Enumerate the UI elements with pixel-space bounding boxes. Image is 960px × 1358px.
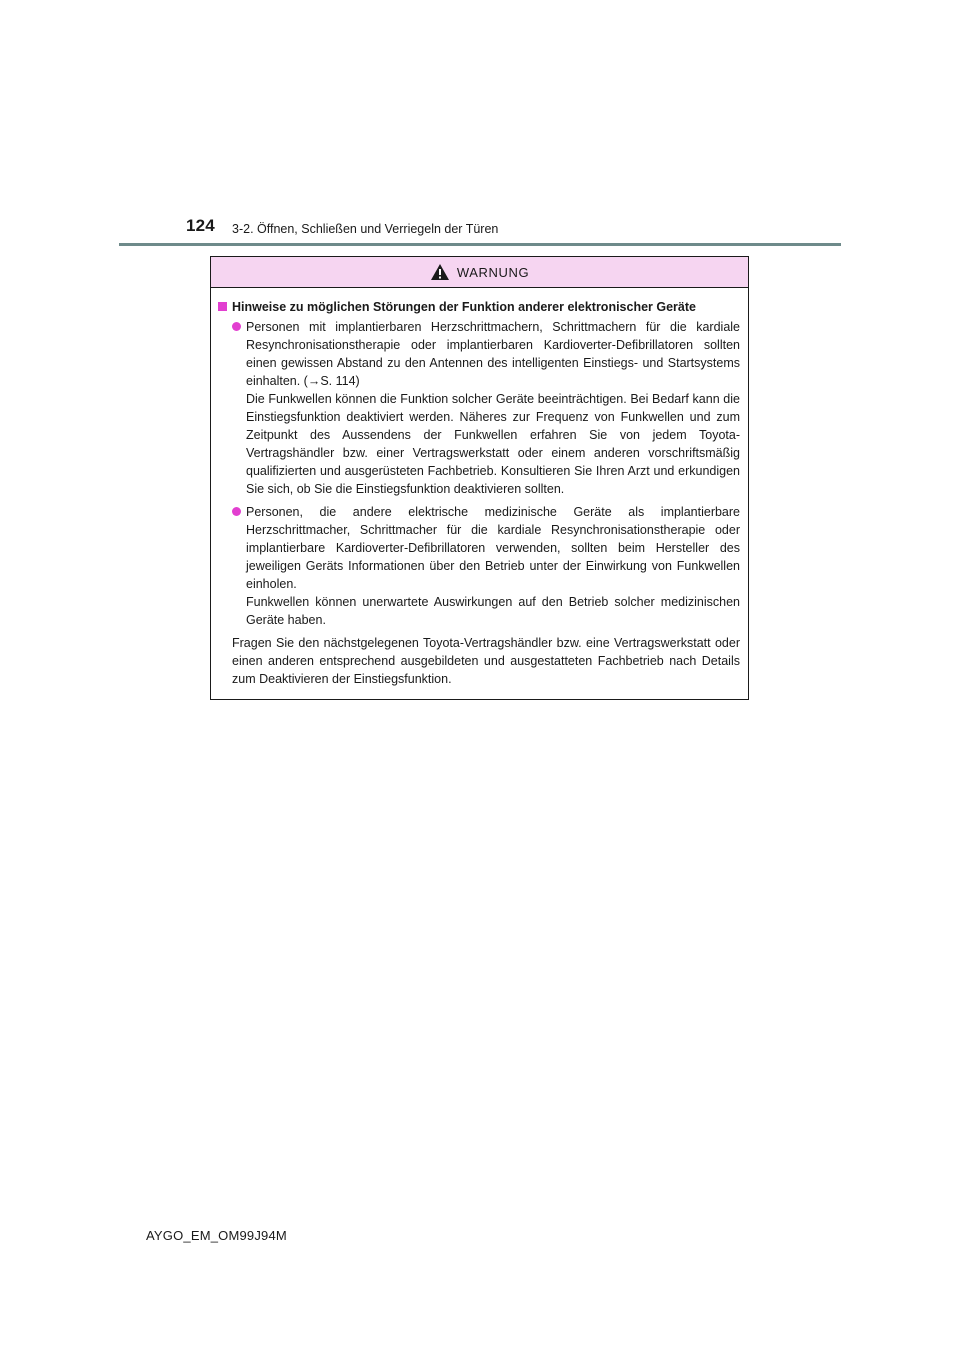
header-rule xyxy=(119,243,841,246)
warning-body xyxy=(211,288,748,688)
bullet-paragraph: Funkwellen können unerwartete Auswirkungen auf den Betrieb solcher medizinischen Geräte haben. xyxy=(246,595,740,627)
round-bullet-icon xyxy=(232,322,241,331)
square-bullet-icon xyxy=(218,302,227,311)
list-item xyxy=(218,503,740,629)
warning-triangle-icon xyxy=(430,263,450,281)
warning-title: WARNUNG xyxy=(456,265,530,280)
round-bullet-icon xyxy=(232,507,241,516)
bullet-paragraph: Die Funkwellen können die Funktion solcher Geräte beeinträchtigen. Bei Bedarf kann die Einstiegsfunktion deaktiviert werden. Näheres zur Frequenz von Funkwellen und zum Zeitpunkt des Aussendens der Funkwellen erfahren Sie von jedem Toyota-Vertragshändler bzw. einer Vertragswerkstatt oder einem anderen vorschriftsmäßig qualifizierten und ausgerüsteten Fachbetrieb. Konsultieren Sie Ihren Arzt und erkundigen Sie sich, ob Sie die Einstiegsfunktion deaktivieren sollten. xyxy=(246,392,740,496)
closing-paragraph: Fragen Sie den nächstgelegenen Toyota-Vertragshändler bzw. eine Vertragswerkstatt oder einen anderen entsprechend ausgebildeten und ausgestatteten Fachbetrieb nach Details zum Deaktivieren der Einstiegsfunktion. xyxy=(232,636,740,686)
bullet-text xyxy=(246,503,740,629)
list-item xyxy=(218,318,740,498)
warning-header xyxy=(211,257,748,288)
subheading-text: Hinweise zu möglichen Störungen der Funktion anderer elektronischer Geräte xyxy=(232,300,696,314)
warning-box xyxy=(210,256,749,700)
bullet-text xyxy=(246,318,740,498)
warning-subheading xyxy=(218,298,740,316)
bullet-paragraph: Personen, die andere elektrische medizinische Geräte als implantierbare Herzschrittmacher, Schrittmacher für die kardiale Resynchronisationstherapie oder implantierbare Kardioverter-Defibrillatoren verwenden, sollten beim Hersteller des jeweiligen Geräts Informationen über den Betrieb unter der Einwirkung von Funkwellen einholen. xyxy=(246,505,740,591)
bullet-paragraph: Personen mit implantierbaren Herzschrittmachern, Schrittmachern für die kardiale Resynchronisationstherapie oder implantierbaren Kardioverter-Defibrillatoren sollten einen gewissen Abstand zu den Antennen des intelligenten Einstiegs- und Startsystems einhalten. (→S. 114) xyxy=(246,320,740,388)
footer-code: AYGO_EM_OM99J94M xyxy=(146,1228,287,1243)
section-title: 3-2. Öffnen, Schließen und Verriegeln der Türen xyxy=(232,222,499,236)
page-number: 124 xyxy=(186,216,215,235)
